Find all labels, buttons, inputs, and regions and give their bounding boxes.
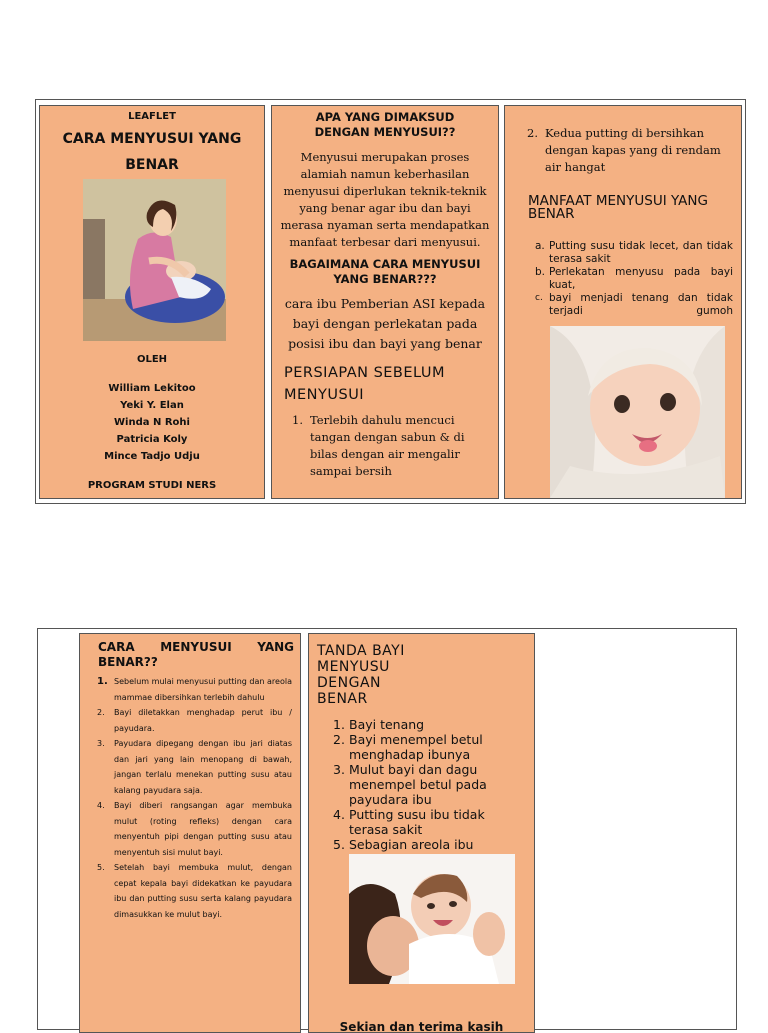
author-name: William Lekitoo (108, 383, 196, 394)
definition-paragraph: Menyusui merupakan proses alamiah namun keberhasilan menyusui diperlukan teknik-teknik yang benar agar ibu dan bayi merasa nyaman serta mendapatkan manfaat terbesar dari menyusui. (280, 150, 490, 249)
author-name: Winda N Rohi (114, 417, 190, 428)
panel-steps (79, 633, 301, 1033)
leaflet-page-1 (35, 99, 746, 504)
mother-breastfeeding-illustration (83, 179, 226, 341)
panel-cover (39, 105, 265, 499)
leaflet-label: LEAFLET (128, 111, 176, 122)
closing-text: Sekian dan terima kasih (339, 1020, 504, 1033)
list-item: 2. Bayi menempel betul menghadap ibunya (333, 732, 483, 762)
list-item: c. bayi menjadi tenang dan tidak terjadi gumoh (535, 292, 733, 317)
list-item: 1. Bayi tenang (333, 717, 425, 732)
list-item: 4. Bayi diberi rangsangan agar membuka mulut (roting refleks) dengan cara menyentuh pipi dengan putting susu atau menyentuh sisi mulut bayi. (97, 801, 292, 857)
steps-list (97, 674, 292, 922)
item-number: 2. (527, 126, 538, 140)
benefits-heading: MANFAAT MENYUSUI YANG BENAR (528, 193, 708, 222)
leaflet-title: CARA MENYUSUI YANG BENAR (62, 131, 242, 173)
list-item: 4. Putting susu ibu tidak terasa sakit (333, 807, 485, 837)
list-item: 3. Payudara dipegang dengan ibu jari diatas dan jari yang lain menopang di bawah, jangan terlalu menekan putting susu atau kalang payudara saja. (97, 739, 292, 795)
how-paragraph: cara ibu Pemberian ASI kepada bayi dengan perlekatan pada posisi ibu dan bayi yang benar (284, 296, 486, 351)
preparation-item (527, 125, 731, 176)
item-text: Terlebih dahulu mencuci tangan dengan sabun & di bilas dengan air mengalir sampai bersih (310, 413, 465, 478)
signs-heading: TANDA BAYI MENYUSU DENGAN BENAR (317, 643, 405, 707)
list-item: 5. Setelah bayi membuka mulut, dengan cepat kepala bayi didekatkan ke payudara ibu dan putting susu serta kalang payudara dimasukkan ke mulut bayi. (97, 863, 292, 919)
definition-heading: APA YANG DIMAKSUD DENGAN MENYUSUI?? (314, 110, 456, 139)
panel-benefits (504, 105, 742, 499)
item-number: 1. (292, 413, 303, 427)
preparation-heading: PERSIAPAN SEBELUM MENYUSUI (284, 365, 446, 403)
panel-signs (308, 633, 535, 1033)
benefits-list (535, 240, 733, 318)
item-text: Kedua putting di bersihkan dengan kapas yang di rendam air hangat (545, 126, 721, 174)
list-item: 5. Sebagian areola ibu (333, 837, 474, 852)
mother-kissing-baby-photo (349, 854, 515, 984)
list-item: 3. Mulut bayi dan dagu menempel betul pada payudara ibu (333, 762, 487, 807)
list-item: a. Putting susu tidak lecet, dan tidak terasa sakit (535, 240, 733, 265)
author-by-label: OLEH (136, 354, 168, 365)
program-name: PROGRAM STUDI NERS (87, 480, 217, 491)
author-name: Yeki Y. Elan (120, 400, 184, 411)
author-name: Mince Tadjo Udju (104, 451, 200, 462)
signs-list (333, 717, 522, 867)
panel-definition (271, 105, 499, 499)
steps-heading: CARA MENYUSUI YANG BENAR?? (98, 640, 294, 669)
author-name: Patricia Koly (116, 434, 188, 445)
preparation-item (292, 412, 492, 480)
list-item: 2. Bayi diletakkan menghadap perut ibu / payudara. (97, 708, 292, 733)
author-list (40, 380, 264, 465)
leaflet-page-2 (37, 628, 737, 1033)
list-item: b. Perlekatan menyusu pada bayi kuat, (535, 266, 733, 291)
how-heading: BAGAIMANA CARA MENYUSUI YANG BENAR??? (289, 257, 481, 286)
smiling-baby-photo (550, 326, 725, 498)
list-item: 1. Sebelum mulai menyusui putting dan areola mammae dibersihkan terlebih dahulu (97, 676, 292, 702)
